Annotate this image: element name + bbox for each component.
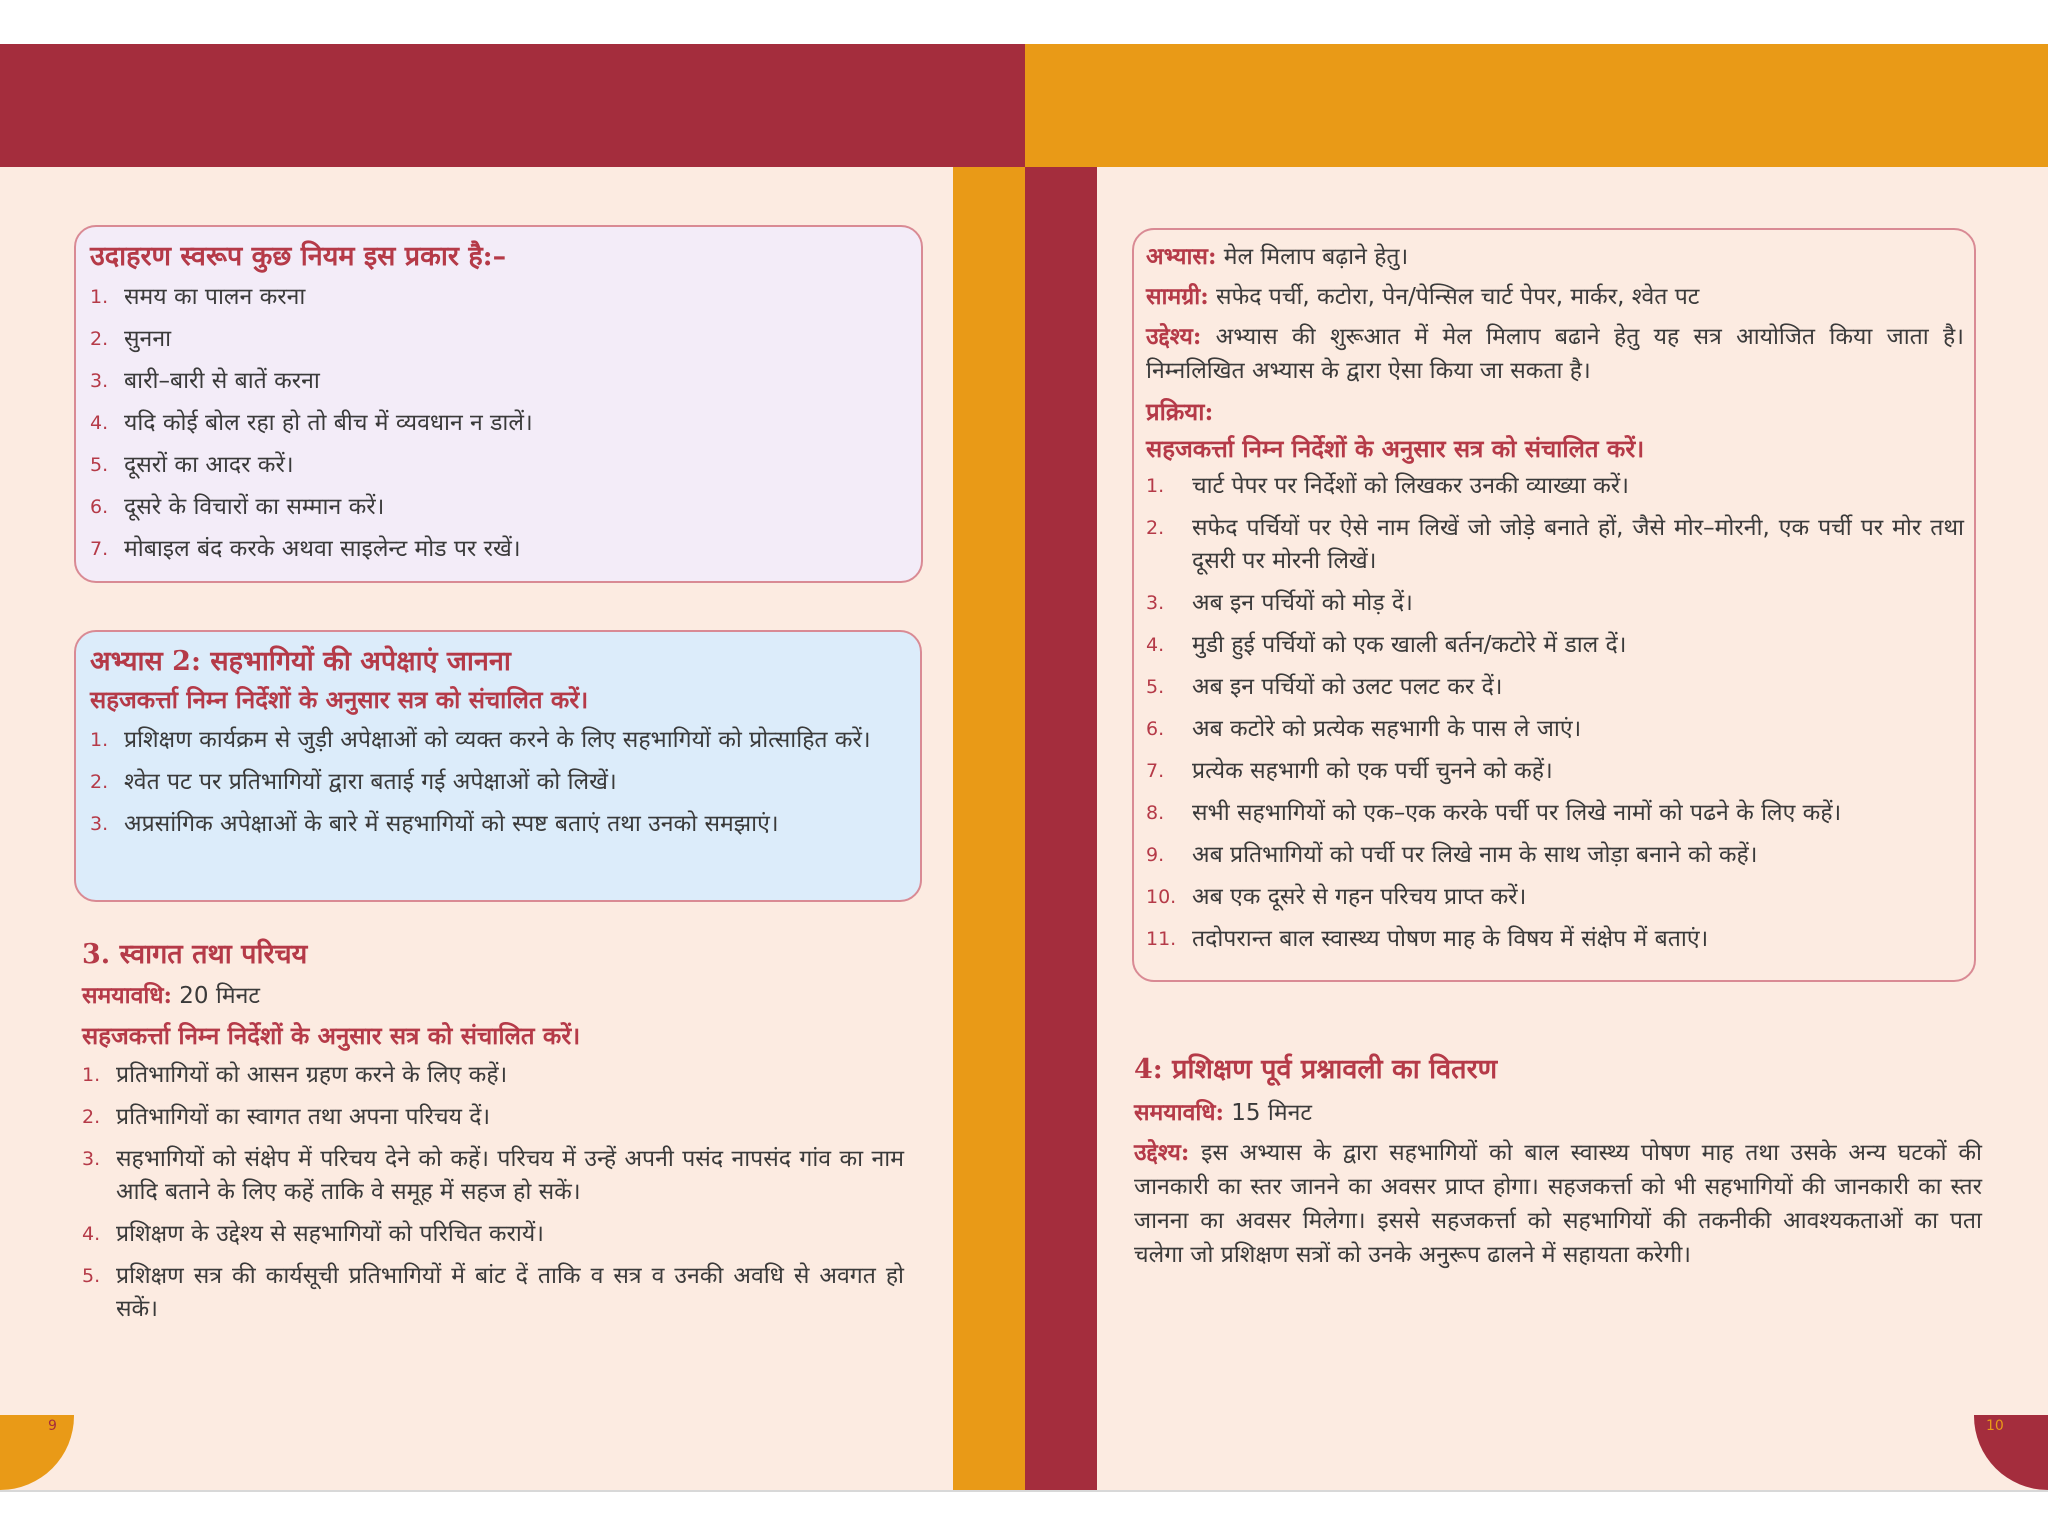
list-item: 9. अब प्रतिभागियों को पर्ची पर लिखे नाम के साथ जोड़ा बनाने को कहें। [1146,842,1758,868]
list-item: 1. समय का पालन करना [90,284,306,310]
list-item: 5. प्रशिक्षण सत्र की कार्यसूची प्रतिभागियों में बांट दें ताकि व सत्र व उनकी अवधि से अवगत हो सकें। [82,1263,904,1322]
list-item: 3. अप्रसांगिक अपेक्षाओं के बारे में सहभागियों को स्पष्ट बताएं तथा उनको समझाएं। [90,811,779,837]
list-item: 10. अब एक दूसरे से गहन परिचय प्राप्त करें। [1146,884,1527,910]
section3-title: 3. स्वागत तथा परिचय [82,939,308,970]
list-item: 11. तदोपरान्त बाल स्वास्थ्य पोषण माह के विषय में संक्षेप में बताएं। [1146,926,1709,952]
exercise2-instruction: सहजकर्त्ता निम्न निर्देशों के अनुसार सत्र को संचालित करें। [90,685,589,714]
list-item: 5. दूसरों का आदर करें। [90,452,294,478]
section3-duration: समयावधि: 20 मिनट [82,982,260,1009]
exercise-list [1146,470,1964,956]
objective-line: उद्देश्य: अभ्यास की शुरूआत में मेल मिलाप बढाने हेतु यह सत्र आयोजित किया जाता है। निम्नलिखित अभ्यास के द्वारा ऐसा किया जा सकता है। [1146,323,1964,384]
list-item: 3. अब इन पर्चियों को मोड़ दें। [1146,590,1413,616]
list-item: 8. सभी सहभागियों को एक–एक करके पर्ची पर लिखे नामों को पढने के लिए कहें। [1146,800,1842,826]
list-item: 6. दूसरे के विचारों का सम्मान करें। [90,494,385,520]
section4-title: 4: प्रशिक्षण पूर्व प्रश्नावली का वितरण [1134,1054,1498,1085]
section3-list [82,1059,904,1326]
list-item: 1. चार्ट पेपर पर निर्देशों को लिखकर उनकी व्याख्या करें। [1146,473,1629,499]
list-item: 4. प्रशिक्षण के उद्देश्य से सहभागियों को परिचित करायें। [82,1221,544,1247]
list-item: 7. मोबाइल बंद करके अथवा साइलेन्ट मोड पर रखें। [90,536,521,562]
top-band-right [1025,44,2048,167]
page-number: 9 [48,1418,57,1434]
exercise2-box [74,630,922,902]
list-item: 5. अब इन पर्चियों को उलट पलट कर दें। [1146,674,1503,700]
exercise-instruction: सहजकर्त्ता निम्न निर्देशों के अनुसार सत्र को संचालित करें। [1146,434,1645,463]
material-line: सामग्री: सफेद पर्ची, कटोरा, पेन/पेन्सिल चार्ट पेपर, मार्कर, श्वेत पट [1146,283,1700,310]
spine-stripe-orange [953,167,1025,1490]
exercise-box [1132,228,1976,982]
page-number: 10 [1986,1418,2004,1434]
section4-objective: उद्देश्य: इस अभ्यास के द्वारा सहभागियों को बाल स्वास्थ्य पोषण माह तथा उसके अन्य घटकों की जानकारी का स्तर जानने का अवसर प्राप्त होगा। सहजकर्त्ता को भी सहभागियों की जानकारी का स्तर जानना का अवसर मिलेगा। इससे सहजकर्त्ता को सहभागियों की तकनीकी आवश्यकताओं का पता चलेगा जो प्रशिक्षण सत्रों को उनके अनुरूप ढालने में सहायता करेगी। [1134,1139,1982,1268]
exercise2-list [90,724,894,841]
list-item: 4. यदि कोई बोल रहा हो तो बीच में व्यवधान न डालें। [90,410,533,436]
rules-box [74,225,923,583]
list-item: 1. प्रतिभागियों को आसन ग्रहण करने के लिए कहें। [82,1062,508,1088]
list-item: 1. प्रशिक्षण कार्यक्रम से जुड़ी अपेक्षाओं को व्यक्त करने के लिए सहभागियों को प्रोत्साहित करें। [90,727,871,753]
list-item: 6. अब कटोरे को प्रत्येक सहभागी के पास ले जाएं। [1146,716,1582,742]
list-item: 3. सहभागियों को संक्षेप में परिचय देने को कहें। परिचय में उन्हें अपनी पसंद नापसंद गांव का नाम आदि बताने के लिए कहें ताकि वे समूह में सहज हो सकें। [82,1146,904,1205]
top-band-left [0,44,1025,167]
bottom-rule [0,1490,2048,1492]
list-item: 3. बारी–बारी से बातें करना [90,368,320,394]
rules-box-title: उदाहरण स्वरूप कुछ नियम इस प्रकार है:– [90,241,507,272]
section4-duration: समयावधि: 15 मिनट [1134,1099,1312,1126]
list-item: 2. सुनना [90,326,172,352]
list-item: 7. प्रत्येक सहभागी को एक पर्ची चुनने को कहें। [1146,758,1553,784]
list-item: 2. प्रतिभागियों का स्वागत तथा अपना परिचय दें। [82,1104,491,1130]
list-item: 2. सफेद पर्चियों पर ऐसे नाम लिखें जो जोड़े बनाते हों, जैसे मोर–मोरनी, एक पर्ची पर मोर तथा दूसरी पर मोरनी लिखें। [1146,515,1964,574]
spine-stripe-maroon [1025,167,1097,1490]
section4 [1134,1050,1982,1272]
practice-line: अभ्यास: मेल मिलाप बढ़ाने हेतु। [1146,243,1409,270]
list-item: 2. श्वेत पट पर प्रतिभागियों द्वारा बताई गई अपेक्षाओं को लिखें। [90,769,617,795]
exercise2-title: अभ्यास 2: सहभागियों की अपेक्षाएं जानना [90,646,511,677]
rules-list [90,281,907,566]
section3 [82,935,904,1335]
process-label: प्रक्रिया: [1146,397,1214,426]
section3-instruction: सहजकर्त्ता निम्न निर्देशों के अनुसार सत्र को संचालित करें। [82,1021,581,1050]
list-item: 4. मुडी हुई पर्चियों को एक खाली बर्तन/कटोरे में डाल दें। [1146,632,1627,658]
